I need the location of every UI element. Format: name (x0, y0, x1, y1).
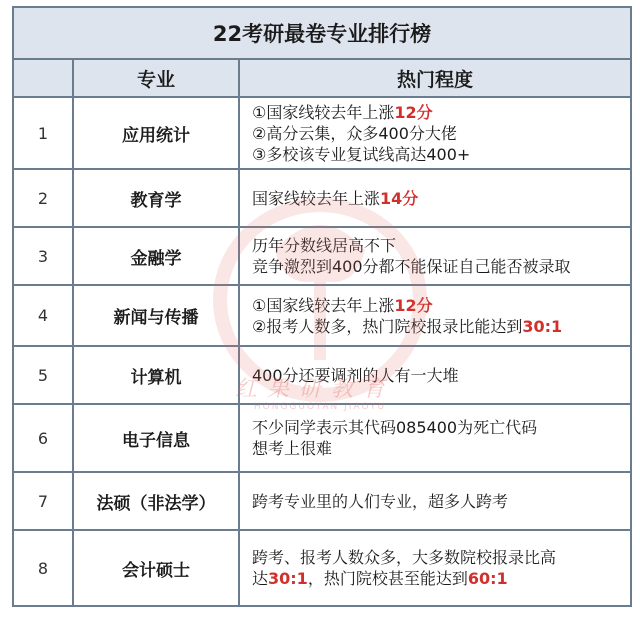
highlight-value: 30:1 (268, 569, 308, 588)
table-row (13, 472, 631, 530)
row-index: 8 (13, 530, 73, 606)
description-line (252, 365, 624, 386)
table-row (13, 530, 631, 606)
description-text: ①国家线较去年上涨 (252, 102, 395, 122)
watermark-subtext: HONGGUOYAN JIAOYU (253, 402, 387, 412)
description-text: 国家线较去年上涨 (252, 188, 381, 208)
major-name: 教育学 (73, 169, 239, 227)
highlight-value: 14分 (380, 188, 419, 208)
table-body (13, 97, 631, 606)
description-line (252, 568, 624, 589)
description-text: 跨考专业里的人们专业，超多人跨考 (252, 491, 509, 511)
ranking-table-container (12, 6, 630, 619)
description-text: 400分还要调剂的人有一大堆 (252, 365, 459, 385)
major-name: 新闻与传播 (73, 285, 239, 346)
row-index: 4 (13, 285, 73, 346)
description-line (252, 144, 624, 165)
table-row (13, 227, 631, 285)
hot-description (239, 346, 631, 404)
description-line (252, 438, 624, 459)
description-line (252, 188, 624, 209)
description-line (252, 123, 624, 144)
row-index: 3 (13, 227, 73, 285)
description-text: ③多校该专业复试线高达400+ (252, 144, 471, 164)
description-line (252, 256, 624, 277)
watermark-text: 红果研教育 (234, 377, 395, 402)
highlight-value: 12分 (394, 295, 433, 315)
description-text: 想考上很难 (252, 439, 333, 458)
hot-description (239, 404, 631, 472)
table-row (13, 97, 631, 169)
hot-description (239, 227, 631, 285)
description-line (252, 417, 624, 438)
row-index: 2 (13, 169, 73, 227)
table-row (13, 346, 631, 404)
ranking-table (12, 6, 632, 607)
hot-description (239, 285, 631, 346)
header-hot: 热门程度 (239, 59, 631, 97)
description-line (252, 235, 624, 256)
title-row (13, 7, 631, 59)
major-name: 计算机 (73, 346, 239, 404)
header-row (13, 59, 631, 97)
description-text: ②高分云集，众多400分大佬 (252, 123, 457, 143)
hot-description (239, 472, 631, 530)
highlight-value: 60:1 (467, 569, 508, 588)
header-major: 专业 (73, 59, 239, 97)
table-row (13, 169, 631, 227)
table-row (13, 285, 631, 346)
row-index: 7 (13, 472, 73, 530)
hot-description (239, 169, 631, 227)
description-line (252, 295, 624, 316)
description-text: 达 (252, 569, 269, 588)
description-text: 历年分数线居高不下 (252, 236, 397, 255)
major-name: 应用统计 (73, 97, 239, 169)
row-index: 6 (13, 404, 73, 472)
hot-description (239, 530, 631, 606)
major-name: 会计硕士 (73, 530, 239, 606)
description-text: 竞争激烈到400分都不能保证自己能否被录取 (252, 257, 571, 276)
major-name: 电子信息 (73, 404, 239, 472)
description-line (252, 491, 624, 512)
major-name: 法硕（非法学） (73, 472, 239, 530)
highlight-value: 30:1 (522, 316, 563, 336)
description-line (252, 547, 624, 568)
description-text: ①国家线较去年上涨 (252, 295, 395, 315)
description-text: ，热门院校甚至能达到 (307, 569, 468, 588)
highlight-value: 12分 (394, 102, 433, 122)
hot-description (239, 97, 631, 169)
description-line (252, 316, 624, 337)
description-text: ②报考人数多，热门院校报录比能达到 (252, 316, 523, 336)
description-text: 跨考、报考人数众多，大多数院校报录比高 (252, 548, 557, 567)
header-index (13, 59, 73, 97)
major-name: 金融学 (73, 227, 239, 285)
description-line (252, 102, 624, 123)
row-index: 1 (13, 97, 73, 169)
row-index: 5 (13, 346, 73, 404)
description-text: 不少同学表示其代码085400为死亡代码 (252, 418, 538, 437)
table-title: 22考研最卷专业排行榜 (13, 7, 631, 59)
table-row (13, 404, 631, 472)
